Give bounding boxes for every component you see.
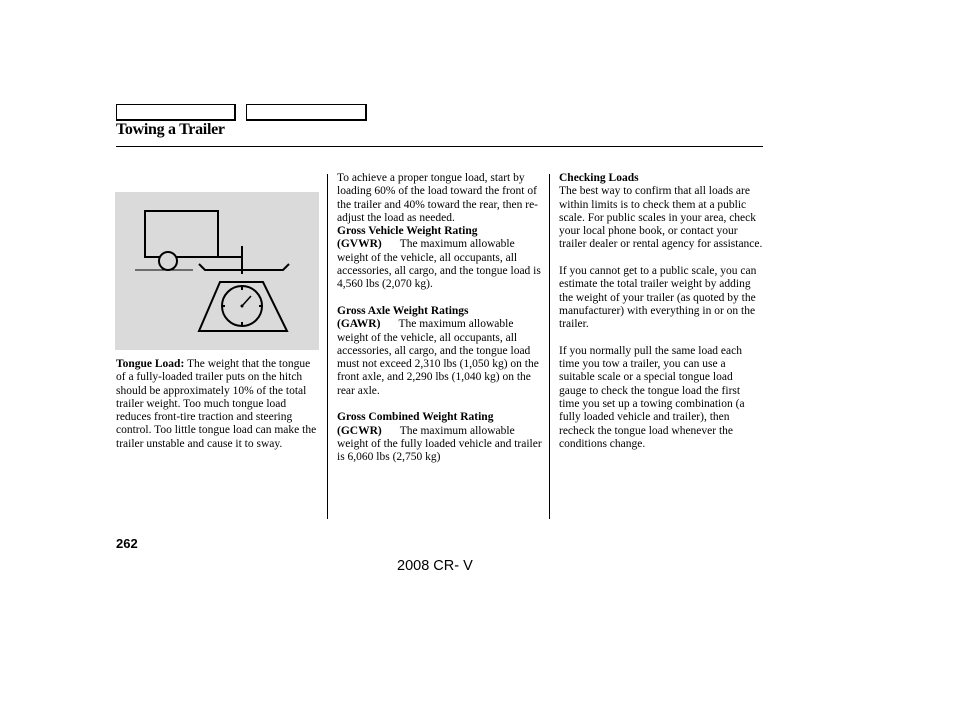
gcwr-text: The maximum allowable weight of the fully loaded vehicle and trailer is 6,060 lbs (2,750 kg) bbox=[337, 424, 542, 464]
gawr-paragraph bbox=[337, 318, 545, 398]
gcwr-abbr: (GCWR) bbox=[337, 424, 382, 437]
page-number: 262 bbox=[116, 536, 138, 551]
tongue-load-figure bbox=[115, 192, 319, 350]
right-column bbox=[559, 172, 763, 451]
middle-column bbox=[337, 172, 545, 465]
gvwr-paragraph bbox=[337, 238, 545, 291]
trailer-scale-icon bbox=[115, 192, 319, 350]
tongue-load-text: The weight that the tongue of a fully-loaded trailer puts on the hitch should be approximately 10% of the total trailer weight. Too much tongue load reduces front-tire traction and steering control. Too little tongue load can make the trailer unstable and cause it to sway. bbox=[116, 358, 317, 450]
title-rule bbox=[116, 146, 763, 147]
checking-loads-heading bbox=[559, 172, 763, 185]
left-column bbox=[116, 358, 322, 451]
checking-paragraph-1: The best way to confirm that all loads are within limits is to check them at a public scale. For public scales in your area, check your local phone book, or contact your trailer dealer or rental agency for assistance. bbox=[559, 185, 763, 251]
gcwr-heading bbox=[337, 411, 545, 424]
gvwr-heading bbox=[337, 225, 545, 238]
gvwr-text: The maximum allowable weight of the vehicle, all occupants, all accessories, all cargo, and the tongue load is 4,560 lbs (2,070 kg). bbox=[337, 238, 541, 291]
tongue-load-paragraph bbox=[116, 358, 322, 451]
gawr-abbr: (GAWR) bbox=[337, 318, 381, 331]
gawr-text: The maximum allowable weight of the vehicle, all occupants, all accessories, all cargo, and the tongue load must not exceed 2,310 lbs (1,050 kg) on the front axle, and 2,290 lbs (1,040 kg) on the rear axle. bbox=[337, 318, 539, 397]
gawr-title: Gross Axle Weight Ratings bbox=[337, 304, 469, 317]
header-tab-box-2 bbox=[246, 104, 367, 121]
footer-model-label: 2008 CR- V bbox=[397, 558, 473, 574]
page-title: Towing a Trailer bbox=[116, 121, 225, 138]
checking-paragraph-3: If you normally pull the same load each time you tow a trailer, you can use a suitable scale or a special tongue load gauge to check the tongue load the first time you set up a towing combination (a fully loaded vehicle and trailer), then recheck the tongue load whenever the conditions change. bbox=[559, 344, 745, 450]
header-tab-box-1 bbox=[116, 104, 236, 121]
gcwr-title: Gross Combined Weight Rating bbox=[337, 411, 494, 424]
tongue-load-label: Tongue Load: bbox=[116, 358, 185, 370]
intro-paragraph: To achieve a proper tongue load, start by loading 60% of the load toward the front of the trailer and 40% toward the rear, then re-adjust the load as needed. bbox=[337, 172, 539, 224]
gvwr-abbr: (GVWR) bbox=[337, 238, 382, 251]
gcwr-paragraph bbox=[337, 425, 545, 465]
gvwr-title: Gross Vehicle Weight Rating bbox=[337, 225, 478, 238]
checking-paragraph-2: If you cannot get to a public scale, you can estimate the total trailer weight by adding the weight of your trailer (as quoted by the manufacturer) with everything in or on the trailer. bbox=[559, 265, 757, 331]
gawr-heading bbox=[337, 305, 545, 318]
column-divider-2 bbox=[549, 174, 550, 519]
checking-loads-title: Checking Loads bbox=[559, 172, 639, 184]
column-divider-1 bbox=[327, 174, 328, 519]
